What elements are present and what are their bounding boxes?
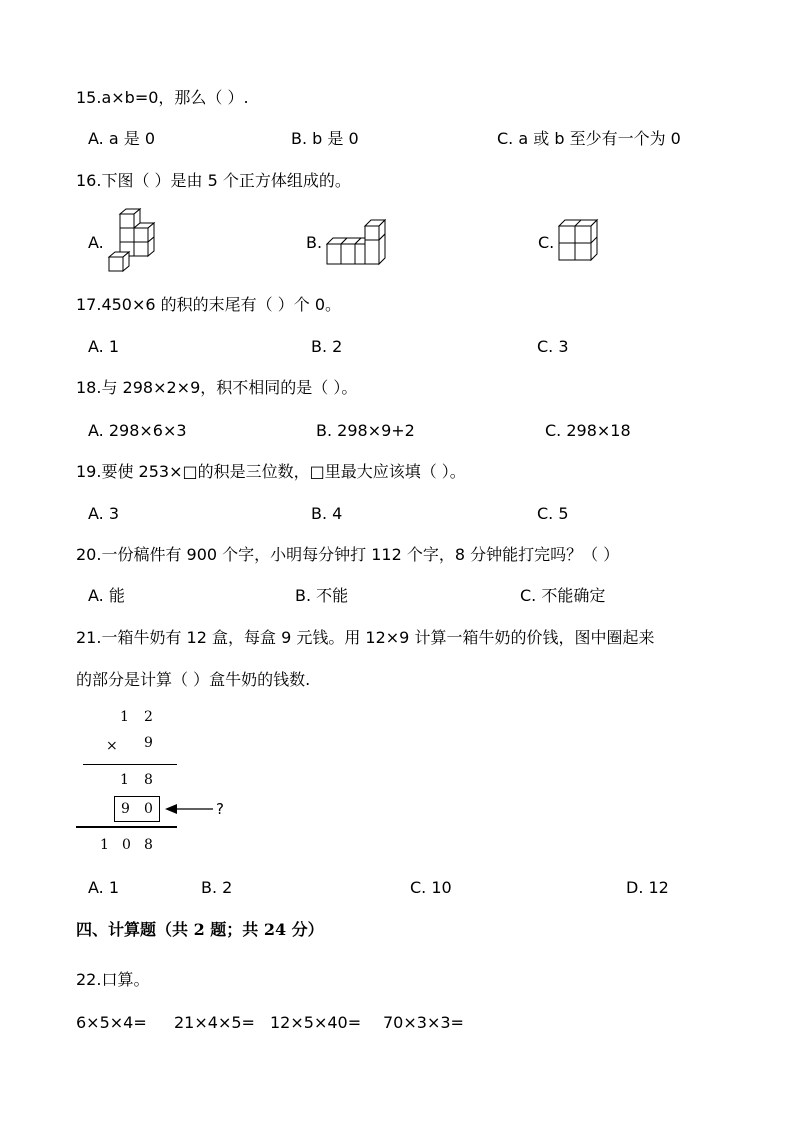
calc-result-digit-1: 1: [100, 837, 109, 853]
calc-line-1: [83, 764, 177, 765]
calc-partial2-digit-1: 9: [121, 801, 130, 817]
q21-stem-line1: 21.一箱牛奶有 12 盒，每盒 9 元钱。用 12×9 计算一箱牛奶的价钱，图中圈起来: [76, 628, 655, 647]
section-title: 四、计算题（共 2 题；共 24 分）: [76, 920, 324, 939]
calc-partial1-digit-2: 8: [144, 772, 153, 788]
q17-option-a: A. 1: [88, 337, 120, 356]
q22-stem: 22.口算。: [76, 970, 150, 989]
q16-stem: 16.下图（ ）是由 5 个正方体组成的。: [76, 171, 351, 190]
calc-result-digit-2: 0: [122, 837, 131, 853]
calc-row1-digit-1: 1: [120, 709, 129, 725]
q21-stem-line2: 的部分是计算（ ）盒牛奶的钱数.: [76, 670, 311, 689]
q22-item-2: 21×4×5=: [174, 1013, 255, 1032]
q16-option-b: B.: [306, 233, 323, 252]
q17-option-b: B. 2: [311, 337, 343, 356]
q22-item-3: 12×5×40=: [270, 1013, 362, 1032]
q17-stem: 17.450×6 的积的末尾有（ ）个 0。: [76, 295, 342, 314]
calc-result-digit-3: 8: [144, 837, 153, 853]
q21-option-b: B. 2: [201, 878, 233, 897]
q15-option-c: C. a 或 b 至少有一个为 0: [497, 129, 681, 148]
q20-option-a: A. 能: [88, 586, 125, 605]
q15-option-a: A. a 是 0: [88, 129, 155, 148]
q18-option-a: A. 298×6×3: [88, 421, 187, 440]
q15-stem: 15.a×b=0，那么（ ）.: [76, 88, 249, 107]
q20-stem: 20.一份稿件有 900 个字，小明每分钟打 112 个字，8 分钟能打完吗？（ ）: [76, 545, 620, 564]
calc-times-sign: ×: [106, 738, 118, 754]
q22-item-1: 6×5×4=: [76, 1013, 147, 1032]
q21-option-d: D. 12: [626, 878, 669, 897]
q20-option-c: C. 不能确定: [520, 586, 606, 605]
cube-figure-c: [556, 218, 600, 264]
q20-option-b: B. 不能: [295, 586, 349, 605]
q18-option-b: B. 298×9+2: [316, 421, 415, 440]
q19-option-b: B. 4: [311, 504, 343, 523]
calc-line-2: [76, 826, 177, 828]
q18-option-c: C. 298×18: [545, 421, 631, 440]
cube-figure-b: [326, 216, 388, 268]
q18-stem: 18.与 298×2×9，积不相同的是（ ）。: [76, 378, 358, 397]
q16-option-c: C.: [538, 233, 555, 252]
cube-figure-a: [106, 206, 156, 272]
q16-option-a: A.: [88, 233, 104, 252]
q15-option-b: B. b 是 0: [291, 129, 359, 148]
q21-option-c: C. 10: [410, 878, 452, 897]
calc-row2-digit: 9: [144, 735, 153, 751]
calc-partial2-digit-2: 0: [144, 801, 153, 817]
q19-stem: 19.要使 253×□的积是三位数，□里最大应该填（ ）。: [76, 462, 466, 481]
calc-row1-digit-2: 2: [144, 709, 153, 725]
q19-option-a: A. 3: [88, 504, 120, 523]
q22-item-4: 70×3×3=: [383, 1013, 464, 1032]
calc-partial1-digit-1: 1: [120, 772, 129, 788]
calc-pointer-label: ?: [216, 800, 224, 818]
q19-option-c: C. 5: [537, 504, 569, 523]
q17-option-c: C. 3: [537, 337, 569, 356]
arrow-left-icon: [163, 801, 215, 817]
q21-option-a: A. 1: [88, 878, 120, 897]
